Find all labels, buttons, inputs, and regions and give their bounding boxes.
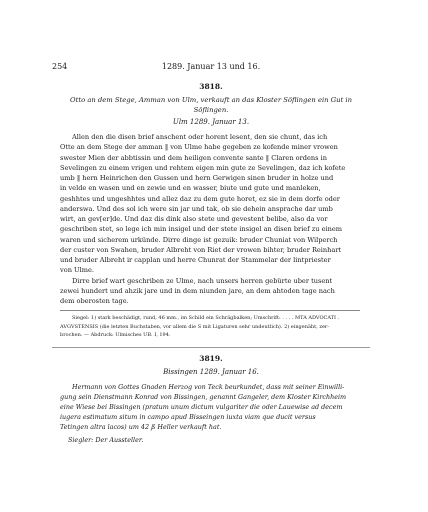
summary-line: Otto an dem Stege, Amman von Ulm, verkauft an das Kloster Söflingen ein Gut in (70, 96, 352, 104)
text-line: von Ulme. (60, 266, 94, 275)
footnote-3818 (60, 314, 360, 340)
regest-line: iugera estimatum situm in campo apud Bisseingen iuxta viam que ducit versus (60, 413, 316, 421)
text-line: waren und sicherem urkünde. Dirre dinge ist gezuik: bruder Chuniat von Wilperch (60, 235, 338, 244)
page-number: 254 (52, 62, 68, 71)
text-line: wirt, an gev[er]de. Und daz dis dink also stete und gevestent belibe, also da vor (60, 215, 328, 223)
text-line: Dirre brief wart geschriben ze Ulme, nach unsers herren gebürte uber tusent (72, 276, 333, 285)
section-divider (52, 347, 370, 348)
text-line: und bruder Albreht ir capplan und herre Chunrat der Stammelar der lintpriester (60, 256, 331, 264)
header-title: 1289. Januar 13 und 16. (161, 62, 261, 71)
summary-line: Söflingen. (193, 105, 229, 114)
text-line: Allen den die disen brief anschent oder horent lesent, den sie chunt, das ich (72, 133, 328, 141)
note-line: AVGVSTENSIS (die letzten Buchstaben, vor allem die S mit Ligaturen sehr undeutlich). 2) eingenäht, zer- (60, 323, 330, 330)
text-line: geshhtes und ungeshhtes und allez daz zu dem gute horet, ez sie in dem dorfe oder (60, 194, 340, 203)
text-line: umb ‖ hern Heinrichen den Gussen und hern Gerwigen sinen bruder in holze und (60, 174, 334, 182)
text-line: Sevelingen zu einem vrigen und rehtem eigen min gute ze Sevelingen, daz ich kofete (60, 163, 346, 172)
regest-3819 (60, 382, 360, 432)
regest-line: Hermann von Gottes Gnaden Herzog von Teck beurkundet, dass mit seiner Einwilli- (72, 383, 345, 391)
text-line: in velde en wasen und en zewie und en wasser, biute und gute und manleken, (60, 184, 321, 193)
text-line: swester Mien der abbtissin und dem heiligen convente sante ‖ Claren ordens in (60, 153, 328, 162)
document-number-3818: 3818. (199, 82, 223, 91)
regest-line: gung sein Dienstmann Konrad von Bissingen, genannt Gangeler, dem Kloster Kirchheim (60, 393, 347, 401)
regest-line: eine Wiese bei Bissingen (pratum unum dictum vulgariter die oder Lauewise ad decem (60, 403, 343, 411)
document-number-3819: 3819. (199, 354, 223, 363)
note-line: Siegel: 1) stark beschädigt, rund, 46 mm., im Schild ein Schrägbalken; Umschrift: . . . . MTA ADVOCATI . (72, 315, 340, 321)
text-line: zewei hundert und ahzik jare und in dem niunden jare, an dem ahtoden tage nach (60, 286, 335, 295)
text-line: dem oberosten tage. (60, 297, 129, 305)
text-line: geschriben stet, so lege ich min insigel und der stete insigel an disen brief zu einem (60, 225, 342, 234)
text-line: Otte an dem Stege der amman ‖ von Ulme habe gegeben ze kofende miner vrowen (60, 143, 338, 152)
place-date-3819: Bissingen 1289. Januar 16. (163, 368, 259, 376)
place-date-3818: Ulm 1289. Januar 13. (172, 118, 250, 126)
footnote-rule (60, 310, 360, 311)
regest-line: Tetingen altra lacos) um 42 ß Heller verkauft hat. (60, 423, 222, 431)
summary-3818 (70, 96, 352, 115)
text-line: der custer von Swahen, bruder Albreht von Riet der vrowen bihter, bruder Reinhart (60, 245, 342, 254)
text-line: anderswa. Und des sol ich were sin jar und tak, ob sie dehein ansprache dar umb (60, 204, 333, 213)
sealer-note-3819: Siegler: Der Aussteller. (68, 436, 144, 444)
charter-text-3818 (60, 132, 360, 306)
running-header (52, 62, 370, 74)
note-line: brochen. — Abdruck: Ulmisches UB. I, 194. (60, 332, 171, 338)
